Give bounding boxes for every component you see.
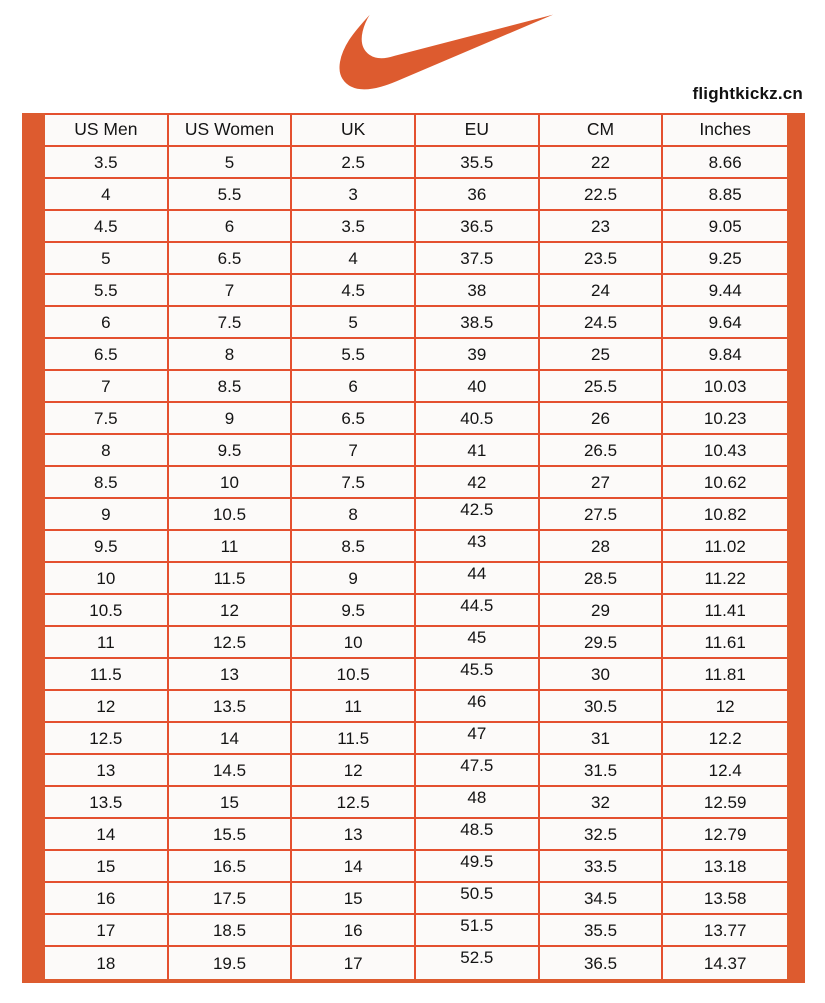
table-cell: 30 <box>540 659 664 691</box>
column-header: UK <box>292 115 416 147</box>
table-cell: 35.5 <box>416 147 540 179</box>
table-cell: 12 <box>292 755 416 787</box>
table-cell: 11.41 <box>663 595 787 627</box>
table-cell: 26.5 <box>540 435 664 467</box>
table-cell: 7 <box>292 435 416 467</box>
table-cell: 17 <box>45 915 169 947</box>
table-cell: 4 <box>45 179 169 211</box>
table-cell: 11 <box>292 691 416 723</box>
column-header: US Men <box>45 115 169 147</box>
table-cell: 35.5 <box>540 915 664 947</box>
table-cell: 15 <box>169 787 293 819</box>
table-cell: 8 <box>292 499 416 531</box>
table-cell: 8.5 <box>45 467 169 499</box>
table-cell: 8 <box>45 435 169 467</box>
table-cell: 6 <box>292 371 416 403</box>
table-cell: 9.84 <box>663 339 787 371</box>
table-cell: 18 <box>45 947 169 979</box>
table-cell: 6.5 <box>169 243 293 275</box>
table-cell: 11 <box>169 531 293 563</box>
table-header-row <box>45 115 787 147</box>
table-cell: 28 <box>540 531 664 563</box>
table-cell: 48.5 <box>416 819 540 851</box>
table-cell: 13 <box>292 819 416 851</box>
table-row <box>45 499 787 531</box>
table-body <box>45 147 787 979</box>
table-cell: 43 <box>416 531 540 563</box>
table-cell: 10.5 <box>292 659 416 691</box>
table-cell: 26 <box>540 403 664 435</box>
table-cell: 29.5 <box>540 627 664 659</box>
table-cell: 52.5 <box>416 947 540 979</box>
table-cell: 34.5 <box>540 883 664 915</box>
table-cell: 46 <box>416 691 540 723</box>
table-cell: 7 <box>45 371 169 403</box>
table-row <box>45 819 787 851</box>
table-cell: 22.5 <box>540 179 664 211</box>
table-cell: 25 <box>540 339 664 371</box>
table-cell: 10.82 <box>663 499 787 531</box>
table-cell: 9 <box>169 403 293 435</box>
table-cell: 10 <box>45 563 169 595</box>
size-chart <box>22 113 805 983</box>
table-cell: 45.5 <box>416 659 540 691</box>
table-row <box>45 915 787 947</box>
page-header <box>0 0 825 113</box>
table-cell: 4.5 <box>292 275 416 307</box>
table-cell: 31.5 <box>540 755 664 787</box>
table-row <box>45 147 787 179</box>
table-cell: 23 <box>540 211 664 243</box>
table-cell: 9 <box>45 499 169 531</box>
table-cell: 9.5 <box>292 595 416 627</box>
table-cell: 9.5 <box>45 531 169 563</box>
table-cell: 9.44 <box>663 275 787 307</box>
table-cell: 38 <box>416 275 540 307</box>
table-cell: 30.5 <box>540 691 664 723</box>
table-cell: 9.05 <box>663 211 787 243</box>
table-cell: 8.5 <box>169 371 293 403</box>
table-cell: 27 <box>540 467 664 499</box>
table-cell: 23.5 <box>540 243 664 275</box>
table-cell: 14 <box>169 723 293 755</box>
table-cell: 12.4 <box>663 755 787 787</box>
table-cell: 32 <box>540 787 664 819</box>
table-cell: 9.64 <box>663 307 787 339</box>
table-row <box>45 883 787 915</box>
table-cell: 10.43 <box>663 435 787 467</box>
table-cell: 10.5 <box>45 595 169 627</box>
table-row <box>45 179 787 211</box>
table-cell: 15 <box>292 883 416 915</box>
table-cell: 42.5 <box>416 499 540 531</box>
table-cell: 28.5 <box>540 563 664 595</box>
table-cell: 24 <box>540 275 664 307</box>
table-row <box>45 371 787 403</box>
table-cell: 11.5 <box>169 563 293 595</box>
table-cell: 4 <box>292 243 416 275</box>
table-cell: 10 <box>292 627 416 659</box>
table-cell: 5 <box>169 147 293 179</box>
table-cell: 13.18 <box>663 851 787 883</box>
table-cell: 15 <box>45 851 169 883</box>
table-cell: 47 <box>416 723 540 755</box>
table-cell: 12.5 <box>169 627 293 659</box>
table-cell: 40 <box>416 371 540 403</box>
table-cell: 11.81 <box>663 659 787 691</box>
table-row <box>45 339 787 371</box>
table-cell: 6 <box>169 211 293 243</box>
table-cell: 22 <box>540 147 664 179</box>
column-header: CM <box>540 115 664 147</box>
table-cell: 37.5 <box>416 243 540 275</box>
table-row <box>45 851 787 883</box>
table-cell: 17 <box>292 947 416 979</box>
table-cell: 7.5 <box>292 467 416 499</box>
left-accent-bar <box>22 113 45 983</box>
table-row <box>45 691 787 723</box>
table-cell: 13 <box>45 755 169 787</box>
table-cell: 44.5 <box>416 595 540 627</box>
table-cell: 41 <box>416 435 540 467</box>
table-cell: 18.5 <box>169 915 293 947</box>
table-row <box>45 467 787 499</box>
table-cell: 45 <box>416 627 540 659</box>
table-cell: 33.5 <box>540 851 664 883</box>
table-cell: 13.5 <box>169 691 293 723</box>
table-cell: 9.5 <box>169 435 293 467</box>
nike-swoosh-icon <box>339 2 554 102</box>
table-cell: 16.5 <box>169 851 293 883</box>
table-cell: 12 <box>45 691 169 723</box>
column-header: US Women <box>169 115 293 147</box>
right-accent-bar <box>787 113 805 983</box>
table-cell: 3 <box>292 179 416 211</box>
table-cell: 14 <box>45 819 169 851</box>
table-row <box>45 627 787 659</box>
table-cell: 49.5 <box>416 851 540 883</box>
site-label: flightkickz.cn <box>692 84 803 103</box>
table-cell: 13 <box>169 659 293 691</box>
table-cell: 8.5 <box>292 531 416 563</box>
table-cell: 13.5 <box>45 787 169 819</box>
table-cell: 11.5 <box>292 723 416 755</box>
table-cell: 11.22 <box>663 563 787 595</box>
nike-logo <box>339 2 554 102</box>
table-cell: 9 <box>292 563 416 595</box>
table-cell: 12.2 <box>663 723 787 755</box>
table-cell: 9.25 <box>663 243 787 275</box>
table-cell: 27.5 <box>540 499 664 531</box>
table-cell: 50.5 <box>416 883 540 915</box>
table-row <box>45 275 787 307</box>
table-cell: 10.5 <box>169 499 293 531</box>
table-row <box>45 947 787 979</box>
table-row <box>45 403 787 435</box>
table-cell: 11 <box>45 627 169 659</box>
table-cell: 10 <box>169 467 293 499</box>
table-cell: 47.5 <box>416 755 540 787</box>
table-cell: 31 <box>540 723 664 755</box>
table-cell: 7.5 <box>169 307 293 339</box>
table-cell: 3.5 <box>45 147 169 179</box>
table-cell: 48 <box>416 787 540 819</box>
table-cell: 15.5 <box>169 819 293 851</box>
table-cell: 12.59 <box>663 787 787 819</box>
table-cell: 16 <box>45 883 169 915</box>
table-cell: 11.5 <box>45 659 169 691</box>
table-cell: 10.03 <box>663 371 787 403</box>
table-cell: 14.37 <box>663 947 787 979</box>
table-cell: 13.58 <box>663 883 787 915</box>
table-cell: 24.5 <box>540 307 664 339</box>
table-row <box>45 307 787 339</box>
table-cell: 4.5 <box>45 211 169 243</box>
table-cell: 10.62 <box>663 467 787 499</box>
table-cell: 12 <box>663 691 787 723</box>
table-cell: 5.5 <box>169 179 293 211</box>
table-row <box>45 755 787 787</box>
table-row <box>45 531 787 563</box>
table-row <box>45 723 787 755</box>
table-cell: 36.5 <box>540 947 664 979</box>
table-cell: 8.66 <box>663 147 787 179</box>
table-cell: 16 <box>292 915 416 947</box>
table-cell: 12.5 <box>292 787 416 819</box>
table-cell: 5 <box>292 307 416 339</box>
table-row <box>45 659 787 691</box>
table-cell: 8.85 <box>663 179 787 211</box>
table-cell: 40.5 <box>416 403 540 435</box>
table-cell: 5.5 <box>292 339 416 371</box>
table-cell: 11.02 <box>663 531 787 563</box>
table-cell: 42 <box>416 467 540 499</box>
table-cell: 32.5 <box>540 819 664 851</box>
table-row <box>45 243 787 275</box>
table-cell: 38.5 <box>416 307 540 339</box>
table-cell: 17.5 <box>169 883 293 915</box>
size-table <box>45 113 787 983</box>
column-header: EU <box>416 115 540 147</box>
table-cell: 36 <box>416 179 540 211</box>
table-cell: 39 <box>416 339 540 371</box>
table-cell: 36.5 <box>416 211 540 243</box>
table-cell: 6.5 <box>292 403 416 435</box>
table-cell: 12.5 <box>45 723 169 755</box>
table-cell: 7 <box>169 275 293 307</box>
column-header: Inches <box>663 115 787 147</box>
table-cell: 51.5 <box>416 915 540 947</box>
table-row <box>45 211 787 243</box>
table-cell: 5.5 <box>45 275 169 307</box>
table-row <box>45 435 787 467</box>
table-cell: 7.5 <box>45 403 169 435</box>
table-cell: 12.79 <box>663 819 787 851</box>
table-cell: 6 <box>45 307 169 339</box>
table-row <box>45 563 787 595</box>
table-cell: 11.61 <box>663 627 787 659</box>
table-cell: 14.5 <box>169 755 293 787</box>
table-cell: 8 <box>169 339 293 371</box>
table-cell: 14 <box>292 851 416 883</box>
table-cell: 25.5 <box>540 371 664 403</box>
table-cell: 3.5 <box>292 211 416 243</box>
table-row <box>45 787 787 819</box>
table-cell: 19.5 <box>169 947 293 979</box>
table-cell: 6.5 <box>45 339 169 371</box>
table-cell: 12 <box>169 595 293 627</box>
table-cell: 44 <box>416 563 540 595</box>
table-cell: 29 <box>540 595 664 627</box>
table-cell: 10.23 <box>663 403 787 435</box>
table-cell: 5 <box>45 243 169 275</box>
table-cell: 2.5 <box>292 147 416 179</box>
table-row <box>45 595 787 627</box>
table-cell: 13.77 <box>663 915 787 947</box>
